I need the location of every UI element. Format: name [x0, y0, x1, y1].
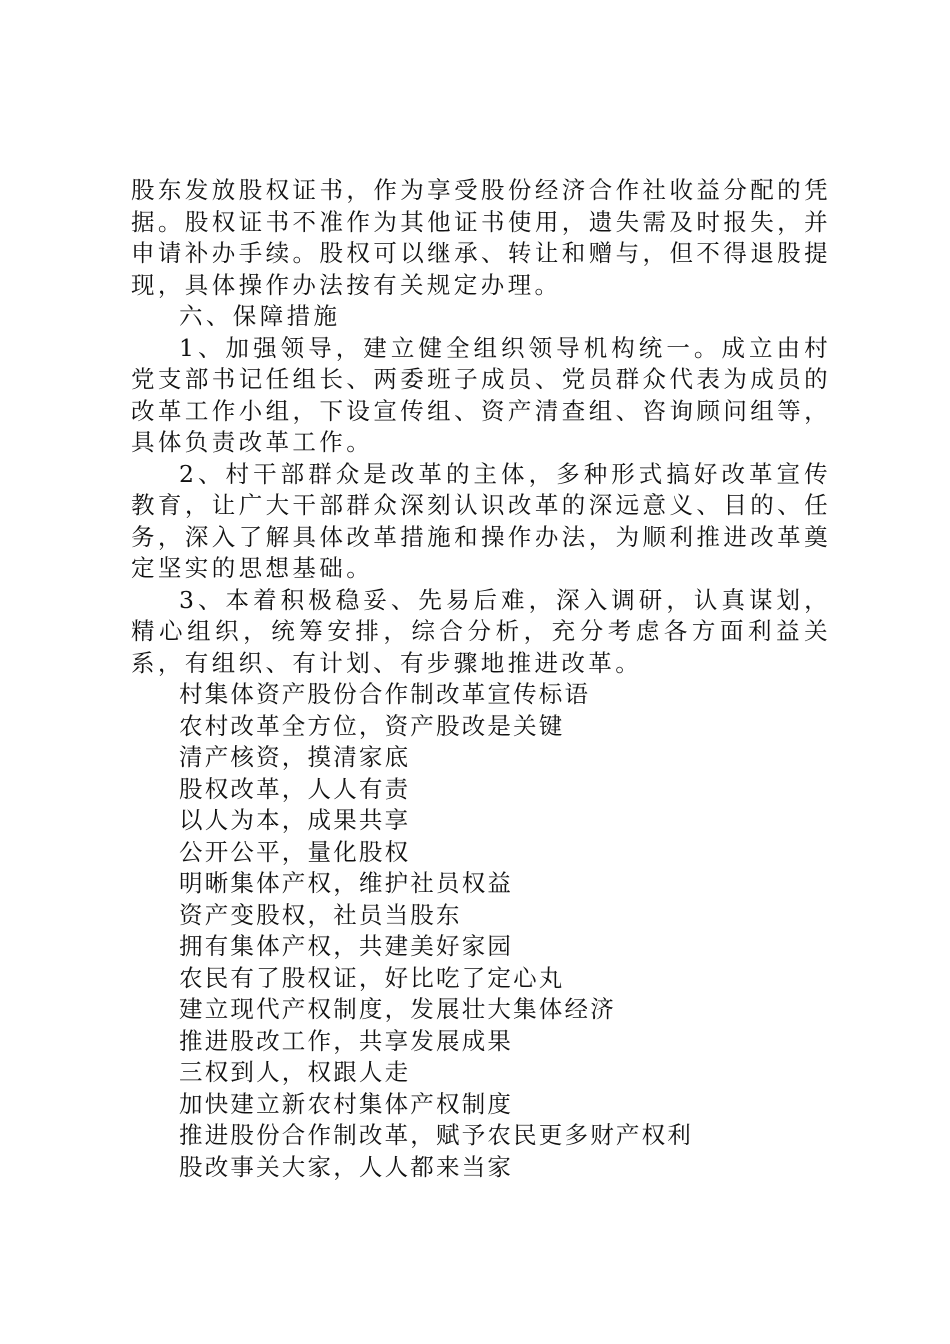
- slogan-item: 建立现代产权制度，发展壮大集体经济: [179, 995, 616, 1023]
- slogan-item: 股改事关大家，人人都来当家: [179, 1152, 514, 1181]
- paragraph-publicity: 2、村干部群众是改革的主体，多种形式搞好改革宣传教育，让广大干部群众深刻认识改革的深远意义、目的、任务，深入了解具体改革措施和操作办法，为顺利推进改革奠定坚实的思想基础。: [131, 459, 831, 582]
- paragraph-share-certificate: 股东发放股权证书，作为享受股份经济合作社收益分配的凭据。股权证书不准作为其他证书使用，遗失需及时报失，并申请补办手续。股权可以继承、转让和赠与，但不得退股提现，具体操作办法按有关规定办理。: [131, 176, 831, 299]
- slogan-title: 村集体资产股份合作制改革宣传标语: [179, 680, 591, 708]
- slogan-item: 拥有集体产权，共建美好家园: [179, 932, 514, 960]
- slogan-item: 农村改革全方位，资产股改是关键: [179, 711, 565, 740]
- slogan-item: 农民有了股权证，好比吃了定心丸: [179, 963, 565, 992]
- slogan-item: 三权到人，权跟人走: [179, 1058, 411, 1086]
- slogan-item: 推进股改工作，共享发展成果: [179, 1026, 514, 1055]
- slogan-item: 股权改革，人人有责: [179, 774, 411, 803]
- slogan-item: 资产变股权，社员当股东: [179, 900, 462, 929]
- slogan-item: 明晰集体产权，维护社员权益: [179, 869, 514, 897]
- section-heading-safeguards: 六、保障措施: [179, 302, 341, 330]
- document-body: [131, 175, 831, 1183]
- slogan-item: 推进股份合作制改革，赋予农民更多财产权利: [179, 1121, 693, 1149]
- paragraph-leadership: 1、加强领导，建立健全组织领导机构统一。成立由村党支部书记任组长、两委班子成员、党员群众代表为成员的改革工作小组，下设宣传组、资产清查组、咨询顾问组等，具体负责改革工作。: [131, 333, 831, 456]
- slogan-item: 以人为本，成果共享: [179, 806, 411, 834]
- slogan-item: 清产核资，摸清家底: [179, 743, 411, 771]
- paragraph-steady-progress: 3、本着积极稳妥、先易后难，深入调研，认真谋划，精心组织，统筹安排，综合分析，充分考虑各方面利益关系，有组织、有计划、有步骤地推进改革。: [131, 585, 831, 677]
- slogan-item: 加快建立新农村集体产权制度: [179, 1089, 514, 1118]
- slogan-item: 公开公平，量化股权: [179, 837, 411, 866]
